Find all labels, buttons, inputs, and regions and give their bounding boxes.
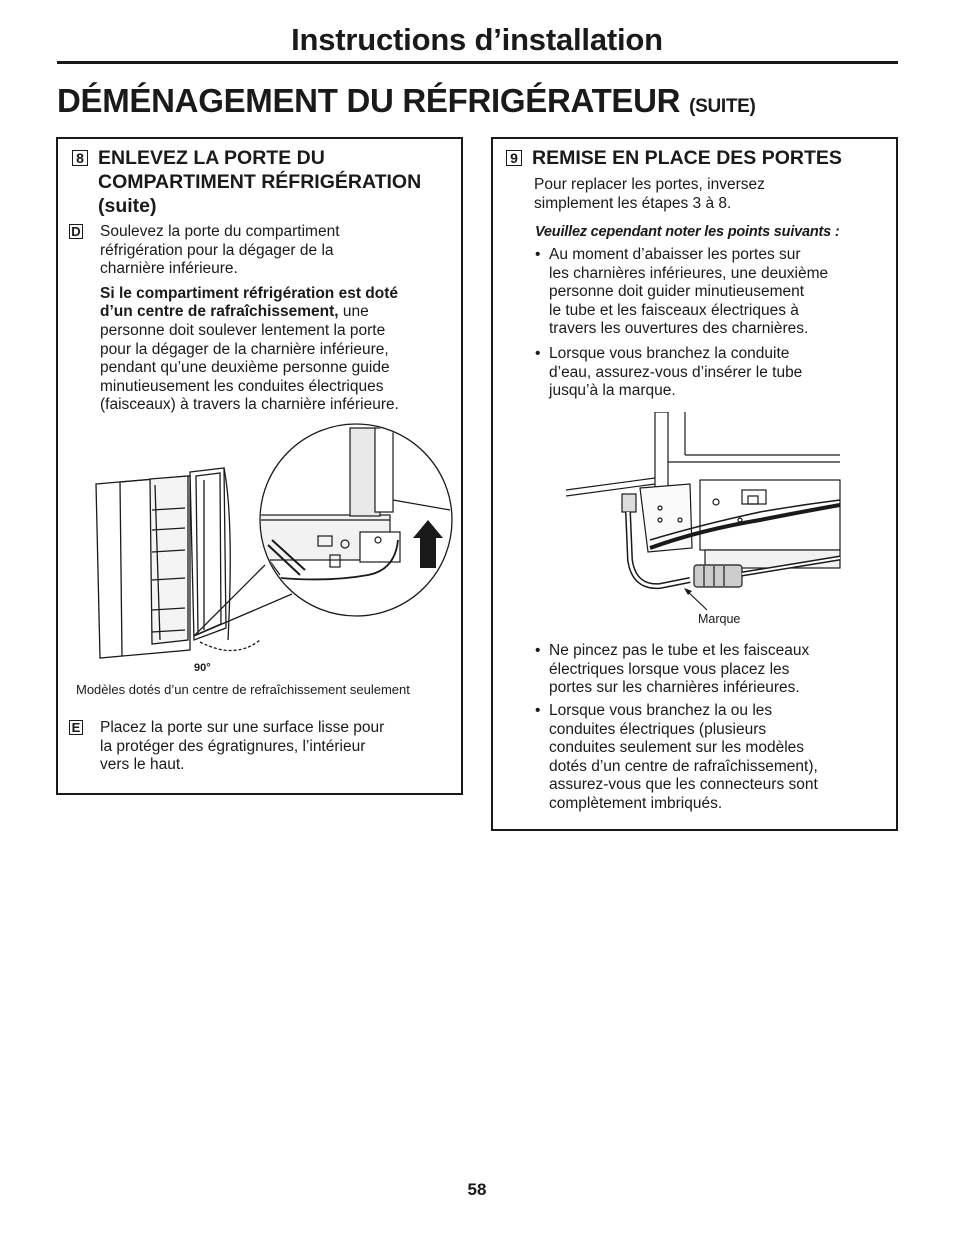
text-line: la protéger des égratignures, l’intérieur — [100, 737, 366, 755]
text-line: (faisceaux) à travers la charnière inférieure. — [100, 396, 399, 414]
text-line: conduites seulement sur les modèles — [549, 739, 805, 757]
step-d-label: D — [69, 224, 83, 239]
text-line: pendant qu’une deuxième personne guide — [100, 359, 390, 377]
bullet-dot: • — [535, 642, 541, 659]
mark-label: Marque — [698, 612, 741, 626]
text-line: simplement les étapes 3 à 8. — [534, 194, 732, 212]
text-line: dotés d’un centre de rafraîchissement), — [549, 757, 818, 775]
text-line: le tube et les faisceaux électriques à — [549, 301, 799, 319]
page-header-title: Instructions d’installation — [291, 22, 663, 57]
section-title-text: DÉMÉNAGEMENT DU RÉFRIGÉRATEUR — [57, 82, 681, 119]
bullet-item — [535, 642, 810, 698]
text-line: assurez-vous que les connecteurs sont — [549, 776, 818, 794]
text-line: réfrigération pour la dégager de la — [100, 241, 334, 259]
text-line: complètement imbriqués. — [549, 794, 723, 812]
step-8-heading-line: COMPARTIMENT RÉFRIGÉRATION — [98, 171, 422, 193]
step-8-heading-line: (suite) — [98, 195, 157, 217]
text-line: conduites électriques (plusieurs — [549, 720, 767, 738]
text-line: Lorsque vous branchez la conduite — [549, 345, 790, 362]
text-line: Pour replacer les portes, inversez — [534, 176, 765, 193]
bullet-dot: • — [535, 246, 541, 263]
angle-label: 90° — [194, 662, 211, 674]
text-line: personne doit soulever lentement la porte — [100, 321, 386, 339]
text-line: portes sur les charnières inférieures. — [549, 679, 800, 697]
text-line: travers les ouvertures des charnières. — [549, 320, 809, 338]
text-line: vers le haut. — [100, 756, 185, 774]
text-line: d’eau, assurez-vous d’insérer le tube — [549, 363, 803, 381]
bullet-dot: • — [535, 345, 541, 362]
text-line: minutieusement les conduites électriques — [100, 377, 384, 395]
text-line-bold: Si le compartiment réfrigération est doté — [100, 284, 399, 302]
text-line: électriques lorsque vous placez les — [549, 660, 790, 678]
text-line-tail: une — [338, 303, 369, 321]
step-8-number-box: 8 — [72, 150, 88, 166]
text-line: jusqu’à la marque. — [549, 382, 676, 400]
text-line: Soulevez la porte du compartiment — [100, 223, 340, 240]
bullet-item — [535, 702, 818, 814]
text-line: pour la dégager de la charnière inférieure, — [100, 340, 389, 358]
step-9-number-box: 9 — [506, 150, 522, 166]
figure-caption: Modèles dotés d’un centre de refraîchissement seulement — [76, 682, 410, 697]
step-9-note: Veuillez cependant noter les points suivants : — [535, 224, 840, 240]
step-8-heading-line: ENLEVEZ LA PORTE DU — [98, 147, 325, 169]
text-line-bold: d’un centre de rafraîchissement, — [100, 303, 339, 321]
step-e-label: E — [69, 720, 83, 735]
text-line: les charnières inférieures, une deuxième — [549, 264, 829, 282]
section-title-suffix: (SUITE) — [689, 96, 756, 117]
text-line: personne doit guider minutieusement — [549, 283, 805, 301]
text-line: Placez la porte sur une surface lisse pour — [100, 719, 385, 736]
step-9-heading: REMISE EN PLACE DES PORTES — [532, 147, 842, 169]
bullet-dot: • — [535, 702, 541, 719]
page-number: 58 — [467, 1180, 487, 1199]
text-line: Lorsque vous branchez la ou les — [549, 702, 773, 719]
text-line: Ne pincez pas le tube et les faisceaux — [549, 642, 810, 659]
text-line: Au moment d’abaisser les portes sur — [549, 246, 801, 263]
text-line: charnière inférieure. — [100, 260, 238, 278]
